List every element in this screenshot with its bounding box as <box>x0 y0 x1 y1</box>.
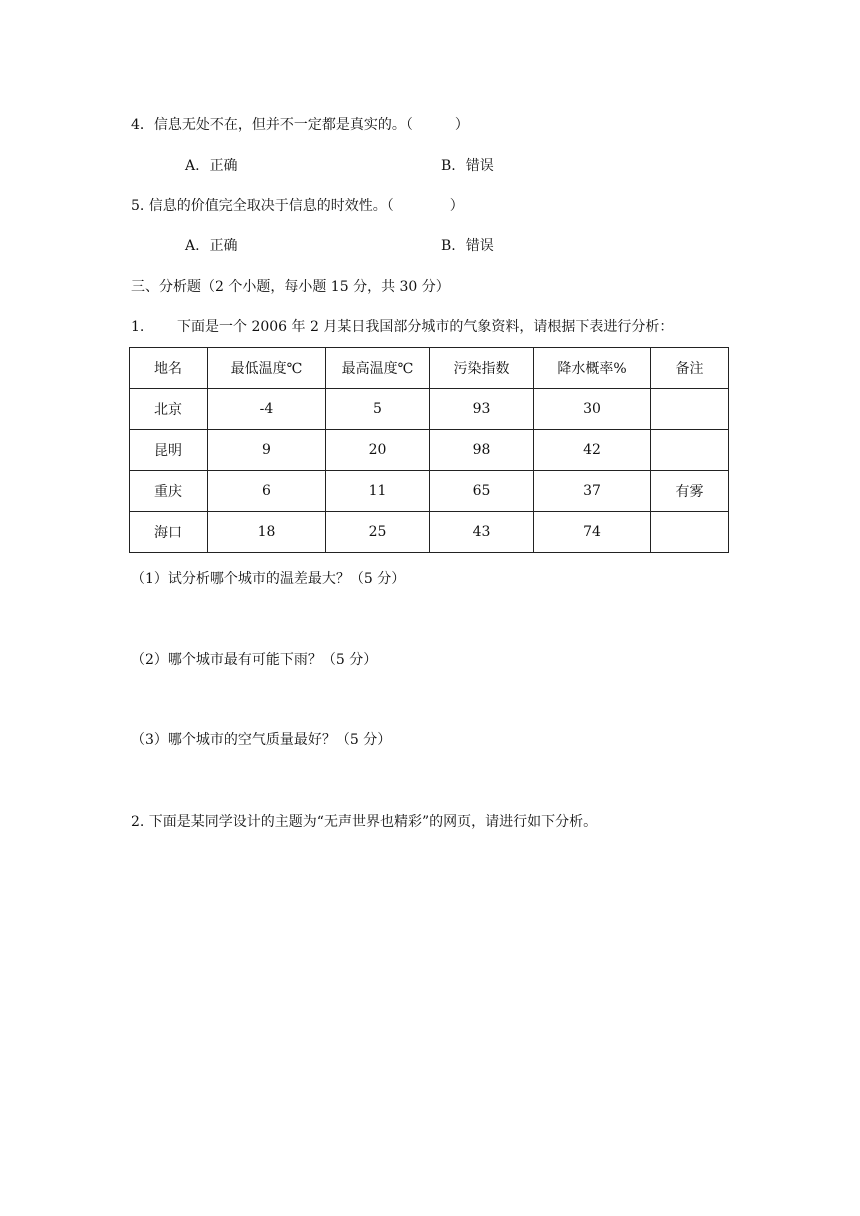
table-cell: 93 <box>430 389 534 430</box>
table-header-cell: 地名 <box>130 348 208 389</box>
analysis-1-text: 下面是一个 2006 年 2 月某日我国部分城市的气象资料，请根据下表进行分析： <box>177 319 674 335</box>
option-text: 正确 <box>209 158 238 174</box>
table-cell: 昆明 <box>130 430 208 471</box>
sub-question-2: （2）哪个城市最有可能下雨？（5 分） <box>131 652 378 668</box>
question-5-option-b[interactable] <box>441 236 494 256</box>
option-letter: A. <box>185 158 200 174</box>
table-header-cell: 最低温度℃ <box>208 348 326 389</box>
table-cell <box>651 389 729 430</box>
table-cell: -4 <box>208 389 326 430</box>
table-cell: 65 <box>430 471 534 512</box>
table-cell: 重庆 <box>130 471 208 512</box>
analysis-2-text: 2. 下面是某同学设计的主题为“无声世界也精彩”的网页，请进行如下分析。 <box>131 814 598 830</box>
option-letter: B. <box>441 158 456 174</box>
table-row <box>130 512 729 553</box>
table-cell: 5 <box>326 389 430 430</box>
table-cell: 海口 <box>130 512 208 553</box>
weather-table <box>129 347 729 553</box>
table-row <box>130 430 729 471</box>
option-text: 错误 <box>465 158 494 174</box>
table-cell: 98 <box>430 430 534 471</box>
option-letter: B. <box>441 238 456 254</box>
table-row <box>130 471 729 512</box>
table-cell <box>651 512 729 553</box>
sub-question-3: （3）哪个城市的空气质量最好？（5 分） <box>131 732 392 748</box>
option-letter: A. <box>185 238 200 254</box>
question-4-text: 4．信息无处不在，但并不一定都是真实的。（ ） <box>131 117 469 133</box>
question-5-option-a[interactable] <box>185 236 238 256</box>
table-header-cell: 备注 <box>651 348 729 389</box>
table-header-cell: 污染指数 <box>430 348 534 389</box>
table-header-cell: 降水概率% <box>534 348 651 389</box>
table-cell: 42 <box>534 430 651 471</box>
analysis-1-number: 1. <box>131 319 145 335</box>
section-3-heading: 三、分析题（2 个小题，每小题 15 分，共 30 分） <box>131 279 450 295</box>
table-cell: 25 <box>326 512 430 553</box>
table-cell: 北京 <box>130 389 208 430</box>
table-cell: 30 <box>534 389 651 430</box>
question-4-option-b[interactable] <box>441 156 494 176</box>
table-header-row <box>130 348 729 389</box>
sub-question-1: （1）试分析哪个城市的温差最大？（5 分） <box>131 571 406 587</box>
table-cell: 43 <box>430 512 534 553</box>
table-cell: 20 <box>326 430 430 471</box>
table-cell: 6 <box>208 471 326 512</box>
table-cell: 18 <box>208 512 326 553</box>
option-text: 正确 <box>209 238 238 254</box>
table-cell: 有雾 <box>651 471 729 512</box>
question-4-option-a[interactable] <box>185 156 238 176</box>
table-cell: 74 <box>534 512 651 553</box>
table-cell: 11 <box>326 471 430 512</box>
table-row <box>130 389 729 430</box>
table-cell: 37 <box>534 471 651 512</box>
table-cell: 9 <box>208 430 326 471</box>
table-header-cell: 最高温度℃ <box>326 348 430 389</box>
table-cell <box>651 430 729 471</box>
option-text: 错误 <box>465 238 494 254</box>
question-5-text: 5. 信息的价值完全取决于信息的时效性。（ ） <box>131 198 464 214</box>
